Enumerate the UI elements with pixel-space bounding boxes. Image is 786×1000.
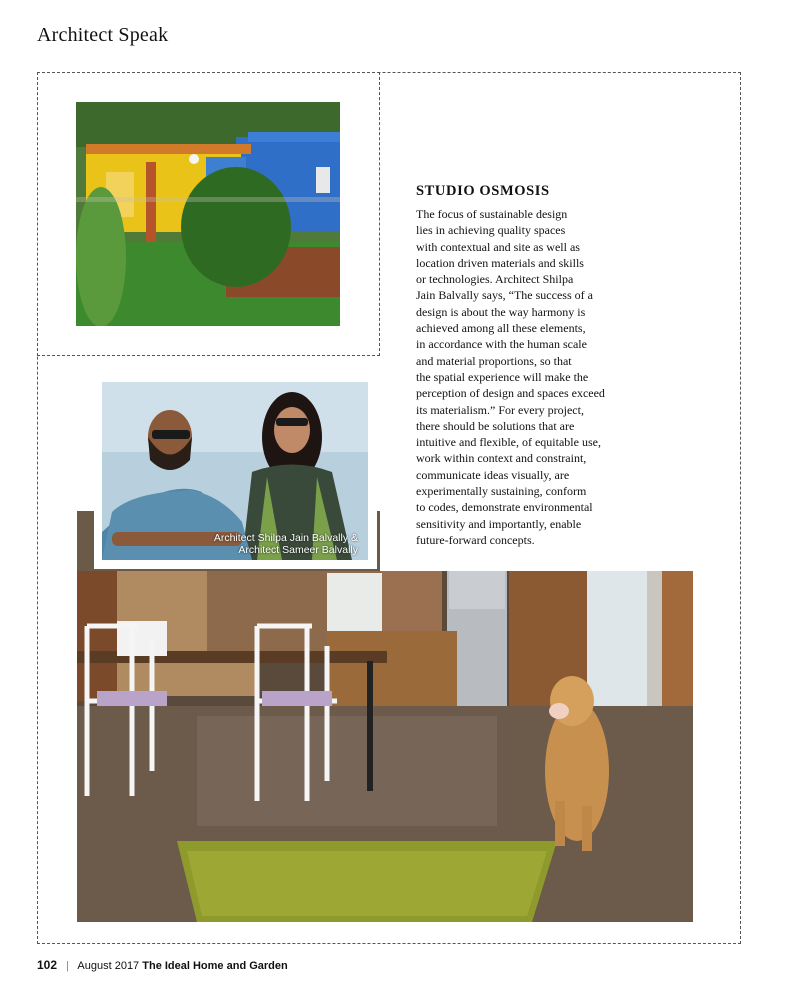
- body-line: sensitivity and importantly, enable: [416, 516, 582, 531]
- body-line: the spatial experience will make the: [416, 369, 589, 384]
- body-line: there should be solutions that are: [416, 418, 575, 433]
- body-line: The focus of sustainable design: [416, 207, 568, 221]
- cabins-photo: [76, 102, 340, 326]
- body-line: experimentally sustaining, conform: [416, 484, 587, 499]
- body-line: lies in achieving quality spaces: [416, 223, 566, 238]
- page-number: 102: [37, 958, 58, 972]
- magazine-name: The Ideal Home and Garden: [142, 960, 288, 972]
- body-line: work within context and constraint,: [416, 451, 587, 466]
- body-line: perception of design and spaces exceed: [416, 386, 605, 401]
- footer-separator: |: [66, 960, 69, 972]
- body-line: or technologies. Architect Shilpa: [416, 272, 574, 287]
- body-line: Jain Balvally says, “The success of a: [416, 288, 593, 303]
- body-line: achieved among all these elements,: [416, 321, 586, 336]
- body-line: location driven materials and skills: [416, 255, 584, 270]
- caption-line: Architect Sameer Balvally: [238, 544, 358, 556]
- body-line: to codes, demonstrate environmental: [416, 500, 593, 515]
- section-title: Architect Speak: [37, 24, 169, 46]
- body-line: future-forward concepts.: [416, 532, 535, 547]
- body-line: communicate ideas visually, are: [416, 467, 570, 482]
- body-line: intuitive and flexible, of equitable use,: [416, 435, 601, 450]
- article-heading: STUDIO OSMOSIS: [416, 183, 550, 199]
- body-line: and material proportions, so that: [416, 353, 572, 368]
- body-line: with contextual and site as well as: [416, 239, 580, 254]
- kitchen-photo: [77, 511, 693, 922]
- body-line: its materialism.” For every project,: [416, 402, 584, 417]
- body-line: design is about the way harmony is: [416, 304, 586, 319]
- caption-line: Architect Shilpa Jain Balvally &: [213, 532, 358, 544]
- article-body: [416, 206, 641, 548]
- photo-caption: [214, 532, 358, 556]
- page-footer: [37, 958, 288, 972]
- architects-portrait-photo: [102, 382, 368, 560]
- body-line: in accordance with the human scale: [416, 337, 587, 352]
- issue-date: August 2017: [77, 960, 140, 972]
